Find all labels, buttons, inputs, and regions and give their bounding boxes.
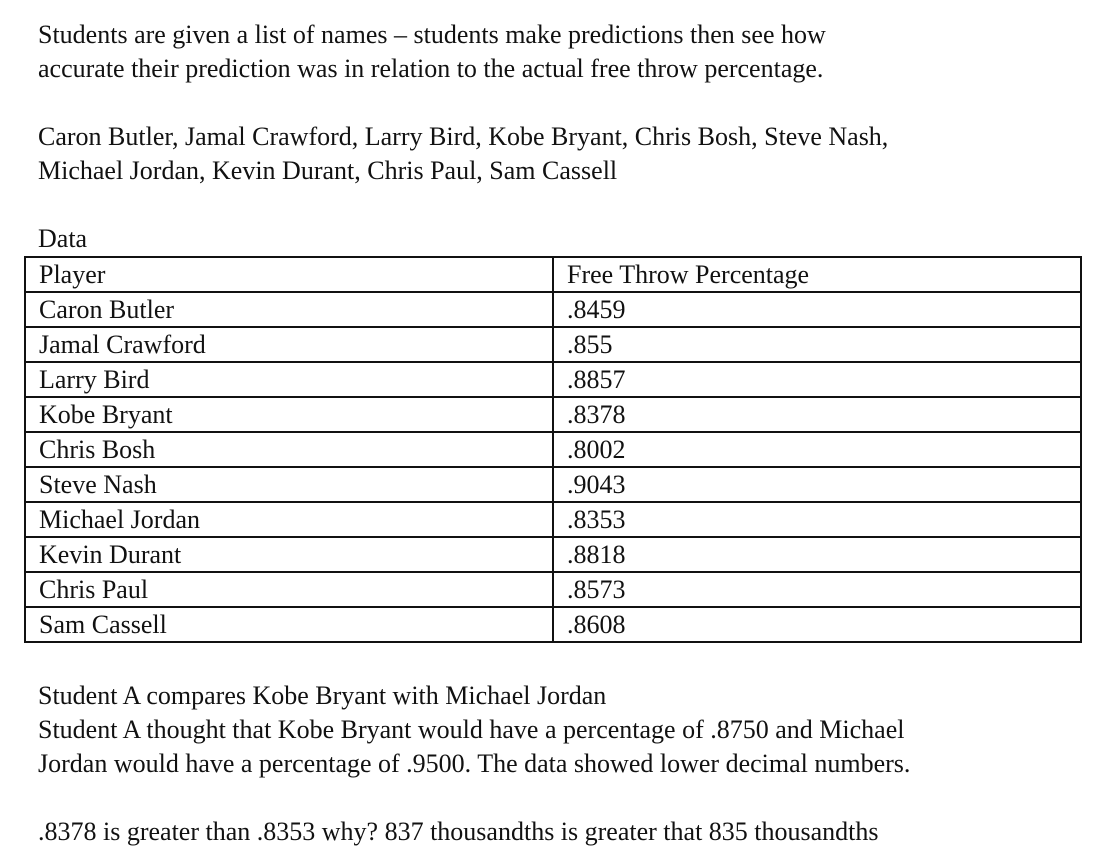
percentage-cell: .8459 xyxy=(553,292,1081,327)
player-cell: Sam Cassell xyxy=(25,607,553,642)
table-row xyxy=(25,397,1081,432)
percentage-cell: .8378 xyxy=(553,397,1081,432)
student-a-line-2: Student A thought that Kobe Bryant would have a percentage of .8750 and Michael xyxy=(38,715,905,744)
student-a-line-3: Jordan would have a percentage of .9500. The data showed lower decimal numbers. xyxy=(38,749,911,778)
table-header-row xyxy=(25,257,1081,292)
table-row xyxy=(25,432,1081,467)
player-cell: Steve Nash xyxy=(25,467,553,502)
intro-line-2: accurate their prediction was in relation to the actual free throw percentage. xyxy=(38,54,824,83)
percentage-cell: .8818 xyxy=(553,537,1081,572)
table-row xyxy=(25,292,1081,327)
column-header-player: Player xyxy=(25,257,553,292)
percentage-cell: .8608 xyxy=(553,607,1081,642)
player-cell: Chris Paul xyxy=(25,572,553,607)
player-cell: Chris Bosh xyxy=(25,432,553,467)
conclusion-line: .8378 is greater than .8353 why? 837 thousandths is greater that 835 thousandths xyxy=(38,817,879,846)
percentage-cell: .8353 xyxy=(553,502,1081,537)
percentage-cell: .9043 xyxy=(553,467,1081,502)
table-row xyxy=(25,467,1081,502)
document-page xyxy=(38,18,1082,849)
data-heading: Data xyxy=(38,224,88,253)
percentage-cell: .8002 xyxy=(553,432,1081,467)
player-cell: Larry Bird xyxy=(25,362,553,397)
table-row xyxy=(25,362,1081,397)
table-row xyxy=(25,572,1081,607)
student-a-paragraph xyxy=(38,679,1082,781)
player-cell: Kobe Bryant xyxy=(25,397,553,432)
intro-line-1: Students are given a list of names – students make predictions then see how xyxy=(38,20,826,49)
table-row xyxy=(25,537,1081,572)
player-cell: Kevin Durant xyxy=(25,537,553,572)
percentage-cell: .855 xyxy=(553,327,1081,362)
names-line-2: Michael Jordan, Kevin Durant, Chris Paul, Sam Cassell xyxy=(38,156,618,185)
student-a-line-1: Student A compares Kobe Bryant with Michael Jordan xyxy=(38,681,607,710)
table-row xyxy=(25,607,1081,642)
names-line-1: Caron Butler, Jamal Crawford, Larry Bird, Kobe Bryant, Chris Bosh, Steve Nash, xyxy=(38,122,889,151)
player-cell: Caron Butler xyxy=(25,292,553,327)
intro-paragraph xyxy=(38,18,1082,86)
percentage-cell: .8573 xyxy=(553,572,1081,607)
table-row xyxy=(25,502,1081,537)
player-cell: Jamal Crawford xyxy=(25,327,553,362)
player-names-paragraph xyxy=(38,120,1082,188)
free-throw-table xyxy=(24,256,1082,643)
percentage-cell: .8857 xyxy=(553,362,1081,397)
column-header-free-throw-percentage: Free Throw Percentage xyxy=(553,257,1081,292)
player-cell: Michael Jordan xyxy=(25,502,553,537)
table-row xyxy=(25,327,1081,362)
